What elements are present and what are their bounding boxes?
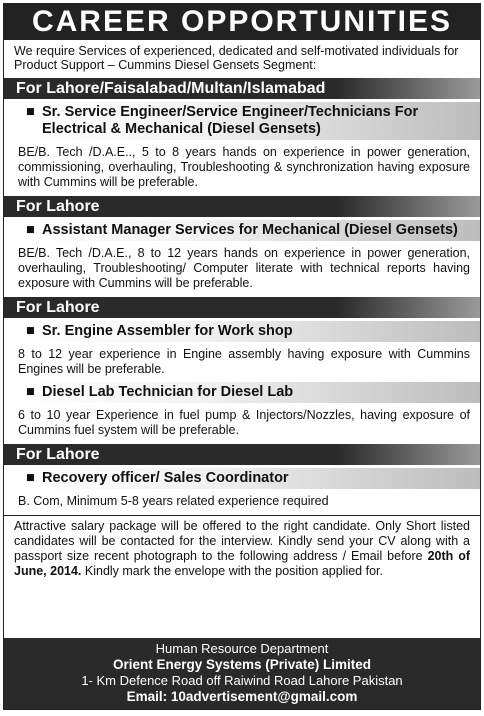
intro-text: We require Services of experienced, dedicated and self-motivated individuals for Product Support – Cummins Diesel Gensets Segment: xyxy=(14,44,459,72)
location-header: For Lahore/Faisalabad/Multan/Islamabad xyxy=(4,78,480,99)
job-advertisement xyxy=(3,3,481,710)
position-title xyxy=(18,321,480,342)
location-header: For Lahore xyxy=(4,196,480,217)
position-title xyxy=(18,382,480,403)
bullet-icon: ■ xyxy=(26,470,35,486)
bullet-icon: ■ xyxy=(26,222,35,238)
position-title-text: Sr. Service Engineer/Service Engineer/Technicians For Electrical & Mechanical (Diesel Gensets) xyxy=(42,104,419,137)
location-header: For Lahore xyxy=(4,297,480,318)
closing-text: Attractive salary package will be offered to the right candidate. Only Short listed candidates will be contacted for the interview. Kindly send your CV along with a passport size recent photograph to the following address / Email before xyxy=(14,519,470,563)
company-name: Orient Energy Systems (Private) Limited xyxy=(112,657,372,672)
position-description: 6 to 10 year Experience in fuel pump & Injectors/Nozzles, having exposure of Cummins fuel system will be preferable. xyxy=(18,408,470,437)
bullet-icon: ■ xyxy=(26,104,35,120)
closing-text-end: Kindly mark the envelope with the position applied for. xyxy=(81,564,383,578)
contact-box xyxy=(4,638,480,709)
position-title-text: Assistant Manager Services for Mechanical (Diesel Gensets) xyxy=(42,222,458,238)
position-title xyxy=(18,102,480,140)
position-description: BE/B. Tech /D.A.E.., 5 to 8 years hands on experience in power generation, commissioning, overhauling, Troubleshooting & synchronization having exposure with Cummins will be preferable. xyxy=(18,145,470,189)
bullet-icon: ■ xyxy=(26,323,35,339)
position-title-text: Diesel Lab Technician for Diesel Lab xyxy=(42,384,294,400)
contact-email[interactable]: Email: 10advertisement@gmail.com xyxy=(126,689,358,704)
position-title-text: Recovery officer/ Sales Coordinator xyxy=(42,470,289,486)
ad-title: CAREER OPPORTUNITIES xyxy=(4,4,480,40)
hr-department: Human Resource Department xyxy=(155,641,329,656)
position-title xyxy=(18,468,480,489)
company-address: 1- Km Defence Road off Raiwind Road Lahore Pakistan xyxy=(81,673,403,688)
deadline-date: 20th of June, 2014. xyxy=(14,549,470,578)
position-title-text: Sr. Engine Assembler for Work shop xyxy=(42,323,293,339)
position-title xyxy=(18,220,480,241)
bullet-icon: ■ xyxy=(26,384,35,400)
position-description: 8 to 12 year experience in Engine assembly having exposure with Cummins Engines will be preferable. xyxy=(18,347,470,376)
position-description: BE/B. Tech /D.A.E., 8 to 12 years hands on experience in power generation, overhauling, Troubleshooting/ Computer literate with technical reports having exposure with Cummins will be preferable. xyxy=(18,246,470,290)
position-description: B. Com, Minimum 5-8 years related experience required xyxy=(18,494,329,508)
closing-note xyxy=(4,515,480,581)
location-header: For Lahore xyxy=(4,444,480,465)
